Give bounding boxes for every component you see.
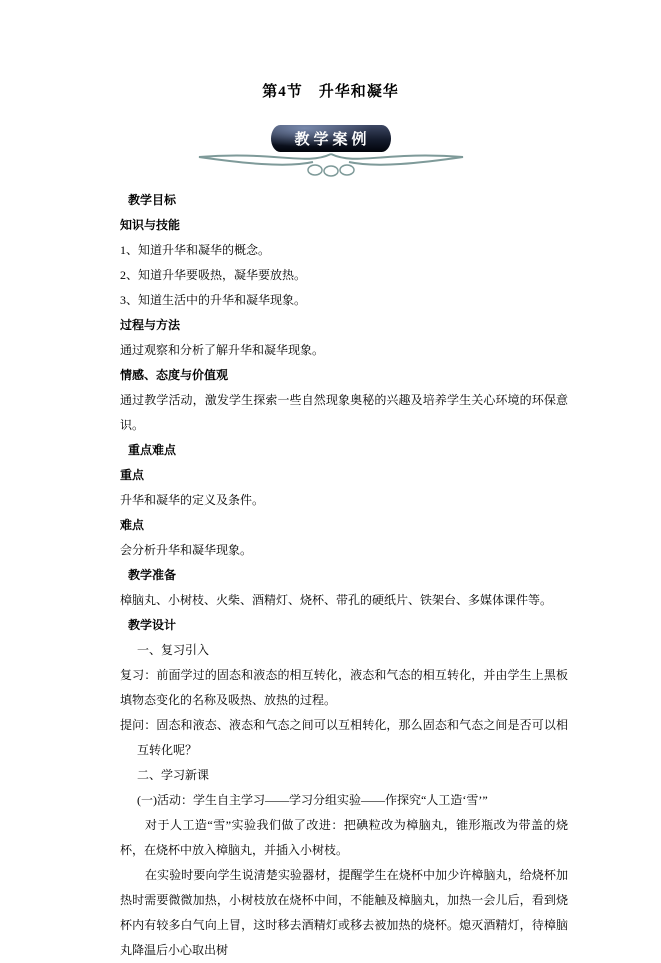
paragraph-process-methods: 通过观察和分析了解升华和凝华现象。 bbox=[120, 343, 325, 357]
heading-teaching-goals: 教学目标 bbox=[128, 193, 177, 207]
paragraph-affect-values: 通过教学活动，激发学生探索一些自然现象奥秘的兴趣及培养学生关心环境的环保意识。 bbox=[120, 393, 568, 432]
paragraph-question: 提问：固态和液态、液态和气态之间可以互相转化，那么固态和气态之间是否可以相互转化呢？ bbox=[120, 718, 568, 757]
paragraph-difficult-point: 会分析升华和凝华现象。 bbox=[120, 543, 253, 557]
heading-process-methods: 过程与方法 bbox=[120, 318, 181, 332]
subheading-review-intro: 一、复习引入 bbox=[137, 643, 210, 657]
heading-knowledge-skills: 知识与技能 bbox=[120, 218, 181, 232]
list-item-3: 3、知道生活中的升华和凝华现象。 bbox=[120, 293, 307, 307]
heading-key-difficult-points: 重点难点 bbox=[128, 443, 177, 457]
subheading-new-lesson: 二、学习新课 bbox=[137, 768, 210, 782]
heading-teaching-design: 教学设计 bbox=[128, 618, 177, 632]
paragraph-preparation-list: 樟脑丸、小树枝、火柴、酒精灯、烧杯、带孔的硬纸片、铁架台、多媒体课件等。 bbox=[120, 593, 553, 607]
list-item-2: 2、知道升华要吸热，凝华要放热。 bbox=[120, 268, 307, 282]
paragraph-experiment-notes: 在实验时要向学生说清楚实验器材，提醒学生在烧杯中加少许樟脑丸，给烧杯加热时需要微微加热，小树枝放在烧杯中间，不能触及樟脑丸，加热一会儿后，看到烧杯内有较多白气向上冒，这时移去酒精灯或移去被加热的烧杯。熄灭酒精灯，待樟脑丸降温后小心取出树 bbox=[120, 868, 568, 957]
banner-section bbox=[0, 125, 661, 178]
page-title: 第4节 升华和凝华 bbox=[262, 84, 399, 100]
heading-affect-values: 情感、态度与价值观 bbox=[120, 368, 229, 382]
heading-key-point: 重点 bbox=[120, 468, 145, 482]
heading-difficult-point: 难点 bbox=[120, 518, 145, 532]
heading-teaching-preparation: 教学准备 bbox=[128, 568, 177, 582]
banner-ribbon bbox=[271, 125, 391, 152]
banner-label: 教学案例 bbox=[294, 132, 371, 148]
flourish-ornament-icon bbox=[181, 150, 481, 178]
document-body bbox=[120, 188, 568, 963]
paragraph-improvement: 对于人工造“雪”实验我们做了改进：把碘粒改为樟脑丸，锥形瓶改为带盖的烧杯，在烧杯中放入樟脑丸，并插入小树枝。 bbox=[120, 818, 568, 857]
list-item-1: 1、知道升华和凝华的概念。 bbox=[120, 243, 271, 257]
paragraph-key-point: 升华和凝华的定义及条件。 bbox=[120, 493, 265, 507]
paragraph-review: 复习：前面学过的固态和液态的相互转化，液态和气态的相互转化，并由学生上黑板填物态变化的名称及吸热、放热的过程。 bbox=[120, 668, 568, 707]
paragraph-activity: (一)活动：学生自主学习——学习分组实验——作探究“人工造‘雪’” bbox=[137, 793, 488, 807]
